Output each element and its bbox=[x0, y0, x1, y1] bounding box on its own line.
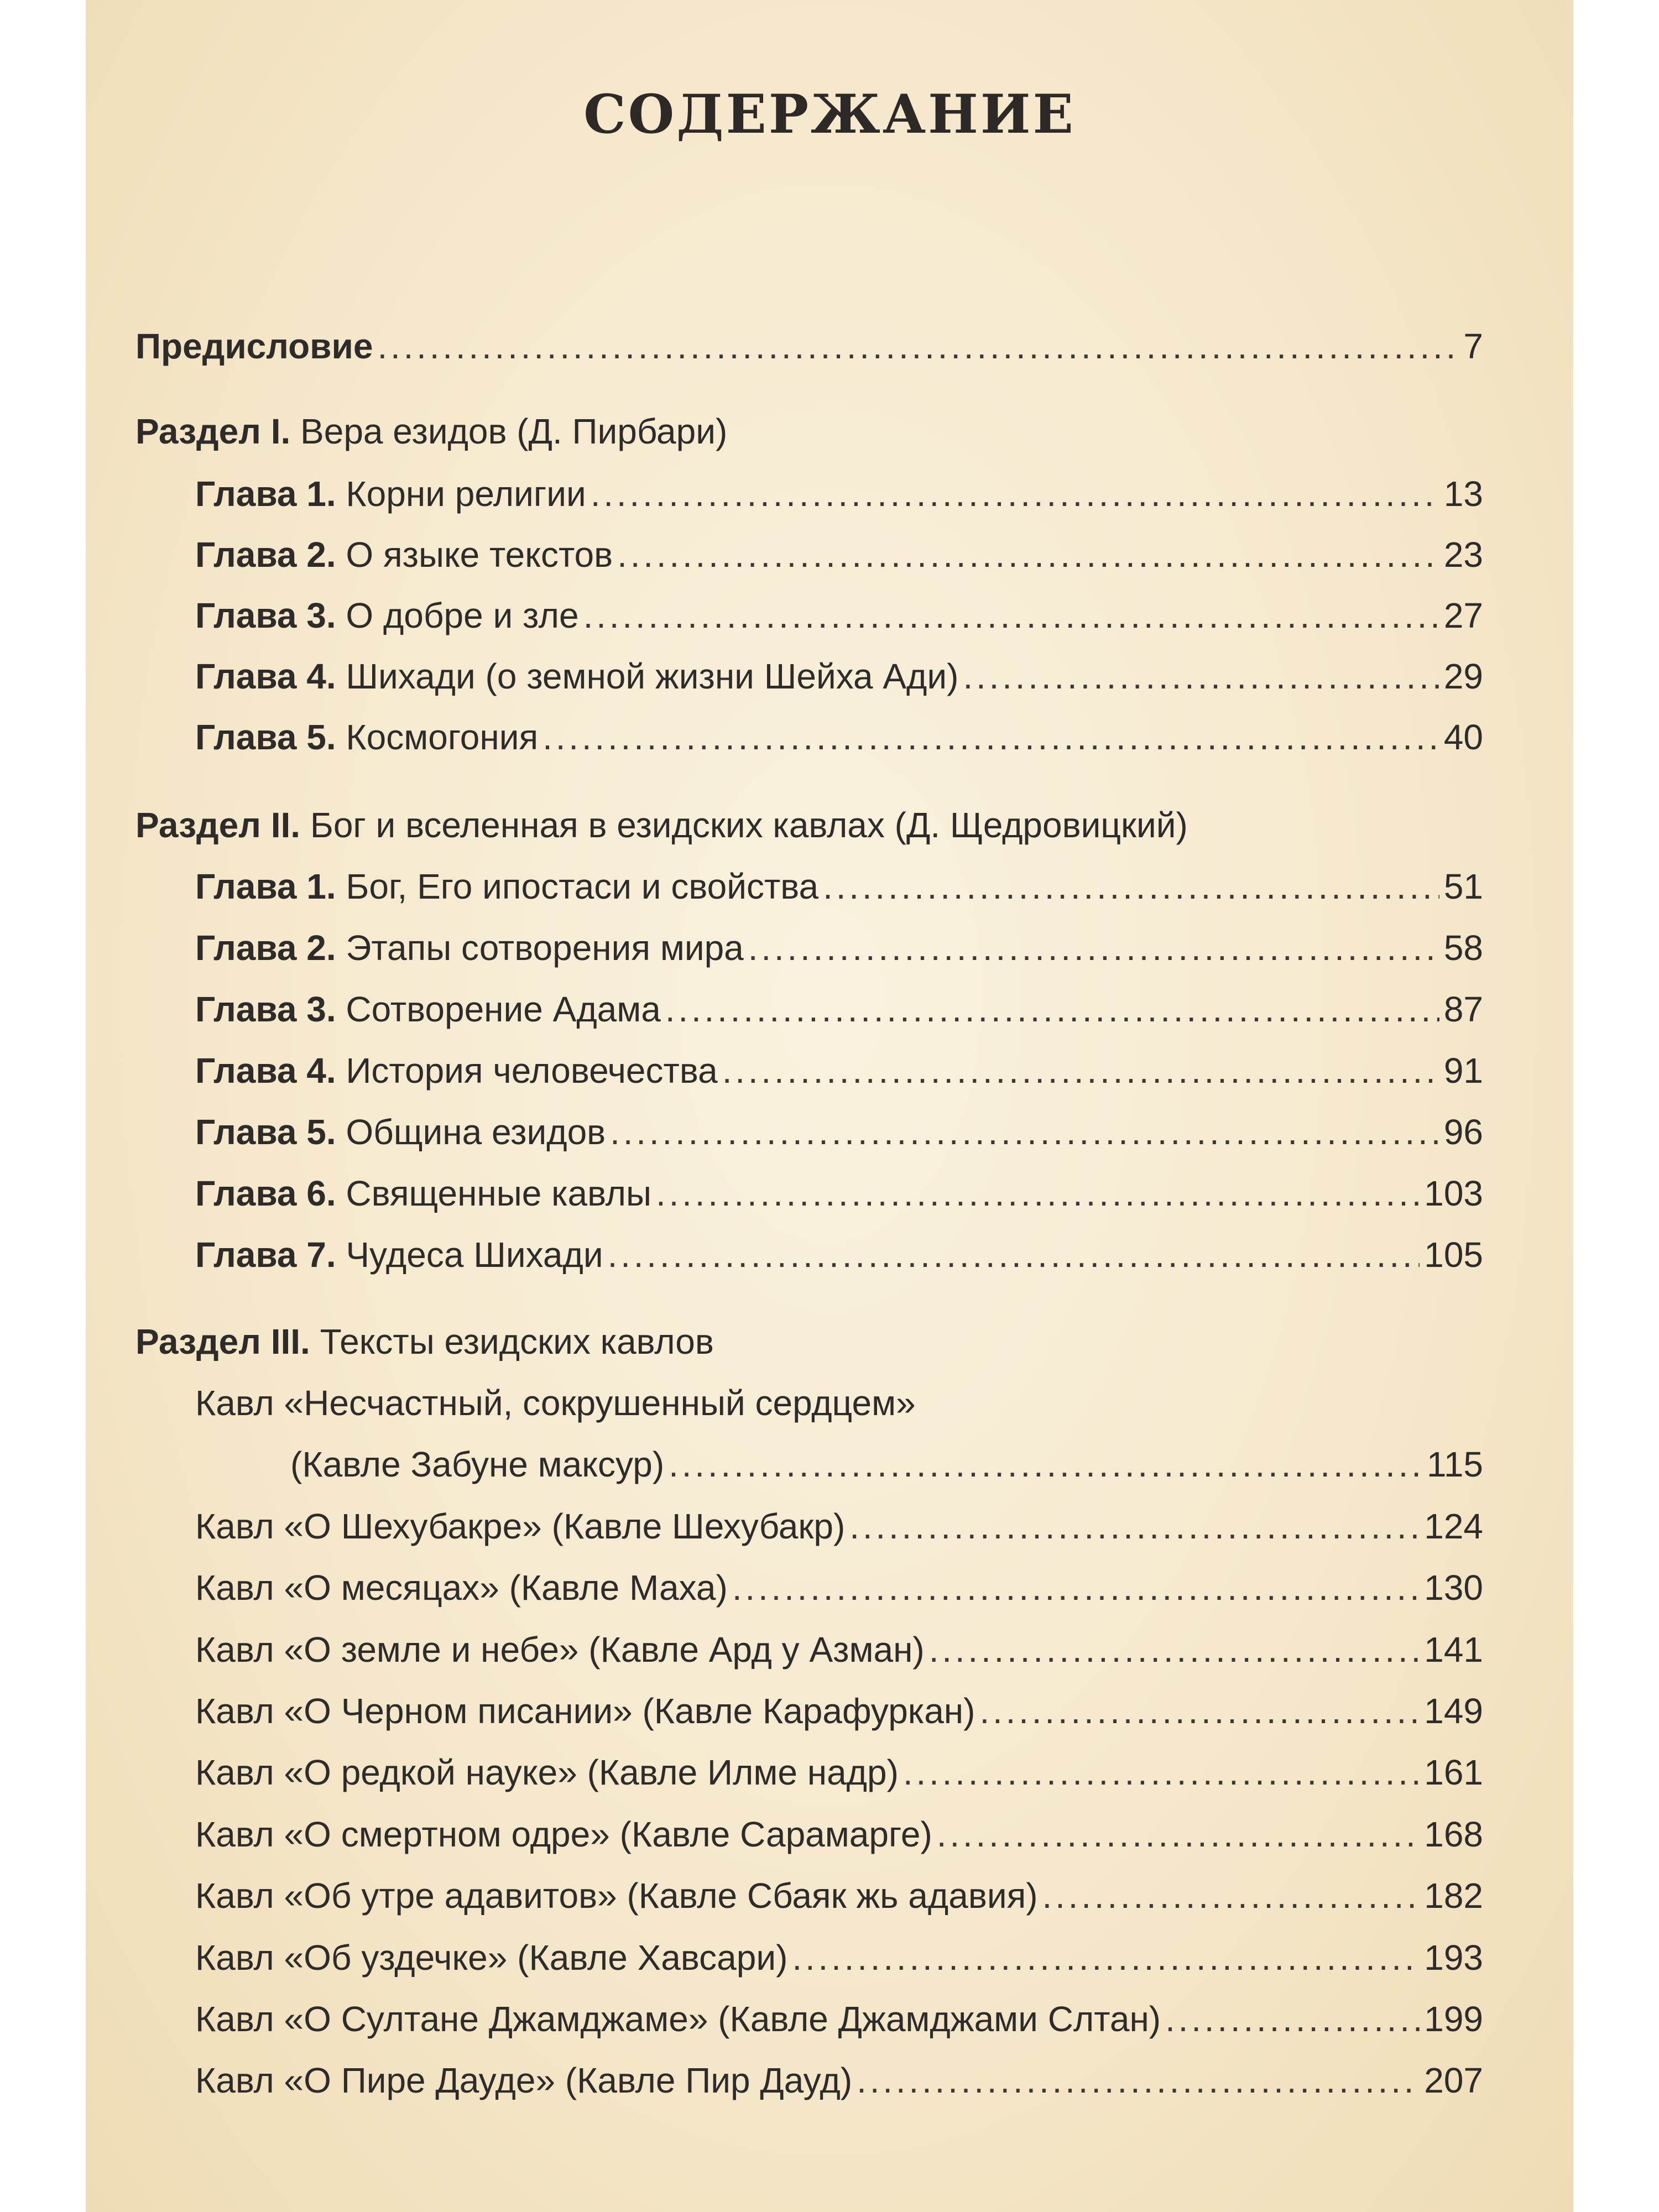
toc-page-number: 13 bbox=[1443, 474, 1483, 514]
chapter-title: Сотворение Адама bbox=[336, 989, 661, 1029]
toc-entry-label bbox=[195, 1233, 603, 1277]
chapter-number: Глава 2. bbox=[195, 928, 336, 968]
toc-page-number: 193 bbox=[1424, 1938, 1483, 1978]
dot-leader bbox=[583, 593, 1439, 638]
toc-page-number: 27 bbox=[1443, 596, 1483, 635]
toc-entry-chapter bbox=[195, 654, 1483, 698]
chapter-number: Глава 2. bbox=[195, 535, 336, 575]
toc-entry-chapter bbox=[195, 1048, 1483, 1093]
book-page bbox=[86, 0, 1573, 2212]
toc-entry-label: Кавл «Об уздечке» (Кавле Хавсари) bbox=[195, 1938, 788, 1978]
dot-leader bbox=[722, 1048, 1439, 1093]
toc-page-number: 149 bbox=[1424, 1691, 1483, 1731]
toc-entry-kavl bbox=[195, 1874, 1483, 1918]
dot-leader bbox=[377, 324, 1459, 368]
page-title: СОДЕРЖАНИЕ bbox=[583, 83, 1076, 145]
toc-page-number: 161 bbox=[1424, 1752, 1483, 1792]
chapter-title: Священные кавлы bbox=[336, 1173, 651, 1213]
chapter-title: Корни религии bbox=[336, 474, 586, 514]
dot-leader bbox=[1165, 1997, 1420, 2041]
toc-entry-label bbox=[195, 715, 538, 759]
section-title: Тексты езидских кавлов bbox=[310, 1322, 714, 1361]
toc-page-number: 23 bbox=[1443, 535, 1483, 575]
toc-page-number: 91 bbox=[1443, 1051, 1483, 1091]
toc-entry-label bbox=[195, 926, 744, 970]
dot-leader bbox=[656, 1171, 1420, 1215]
toc-page-number: 51 bbox=[1443, 867, 1483, 906]
toc-entry-label: (Кавле Забуне максур) bbox=[290, 1444, 665, 1484]
toc-entry-preface bbox=[135, 324, 1483, 368]
toc-entry-kavl bbox=[195, 1689, 1483, 1733]
chapter-title: Чудеса Шихади bbox=[336, 1235, 603, 1275]
chapter-title: Шихади (о земной жизни Шейха Ади) bbox=[336, 656, 959, 696]
toc-entry-label: Кавл «О Шехубакре» (Кавле Шехубакр) bbox=[195, 1506, 846, 1546]
toc-entry-first-line bbox=[195, 1381, 916, 1425]
toc-entry-kavl bbox=[290, 1442, 1483, 1486]
toc-entry-chapter bbox=[195, 987, 1483, 1031]
toc-entry-kavl bbox=[195, 1936, 1483, 1980]
toc-entry-chapter bbox=[195, 715, 1483, 759]
toc-entry-label bbox=[195, 1048, 718, 1093]
toc-entry-kavl bbox=[195, 2058, 1483, 2103]
dot-leader bbox=[748, 926, 1439, 970]
chapter-title: Этапы сотворения мира bbox=[336, 928, 744, 968]
chapter-title: Община езидов bbox=[336, 1112, 606, 1152]
toc-page-number: 96 bbox=[1443, 1112, 1483, 1152]
toc-entry-chapter bbox=[195, 472, 1483, 516]
toc-entry-chapter bbox=[195, 533, 1483, 577]
toc-page-number: 124 bbox=[1424, 1506, 1483, 1546]
dot-leader bbox=[542, 715, 1439, 759]
toc-entry-label bbox=[195, 1110, 606, 1154]
kavl-title: Кавл «Несчастный, сокрушенный сердцем» bbox=[195, 1383, 916, 1423]
toc-page-number: 87 bbox=[1443, 989, 1483, 1029]
chapter-number: Глава 1. bbox=[195, 474, 336, 514]
toc-entry-chapter bbox=[195, 864, 1483, 909]
toc-entry-kavl bbox=[195, 1504, 1483, 1548]
toc-entry-label: Кавл «О месяцах» (Кавле Маха) bbox=[195, 1568, 728, 1608]
table-of-contents bbox=[86, 0, 1573, 2212]
section-heading-2 bbox=[135, 803, 1188, 847]
chapter-number: Глава 3. bbox=[195, 989, 336, 1029]
toc-page-number: 168 bbox=[1424, 1814, 1483, 1854]
toc-entry-kavl bbox=[195, 1750, 1483, 1794]
toc-entry-chapter bbox=[195, 1110, 1483, 1154]
chapter-title: История человечества bbox=[336, 1051, 718, 1091]
chapter-number: Глава 3. bbox=[195, 596, 336, 635]
dot-leader bbox=[937, 1812, 1420, 1856]
toc-entry-label bbox=[195, 654, 958, 698]
chapter-title: Космогония bbox=[336, 717, 539, 757]
dot-leader bbox=[610, 1110, 1439, 1154]
chapter-title: О добре и зле bbox=[336, 596, 579, 635]
toc-entry-kavl bbox=[195, 1566, 1483, 1610]
toc-entry-label bbox=[195, 864, 818, 909]
toc-page-number: 141 bbox=[1424, 1630, 1483, 1670]
section-heading-3 bbox=[135, 1319, 714, 1364]
chapter-number: Глава 4. bbox=[195, 1051, 336, 1091]
toc-entry-label bbox=[195, 987, 661, 1031]
toc-page-number: 103 bbox=[1424, 1173, 1483, 1213]
dot-leader bbox=[665, 987, 1439, 1031]
chapter-title: О языке текстов bbox=[336, 535, 613, 575]
dot-leader bbox=[849, 1504, 1420, 1548]
toc-entry-chapter bbox=[195, 593, 1483, 638]
section-number: Раздел I. bbox=[135, 411, 291, 451]
chapter-number: Глава 7. bbox=[195, 1235, 336, 1275]
toc-page-number: 58 bbox=[1443, 928, 1483, 968]
section-number: Раздел III. bbox=[135, 1322, 310, 1361]
toc-entry-label: Предисловие bbox=[135, 326, 373, 366]
section-heading-1 bbox=[135, 409, 727, 453]
toc-entry-label: Кавл «Об утре адавитов» (Кавле Сбаяк жь адавия) bbox=[195, 1876, 1038, 1916]
toc-page-number: 115 bbox=[1426, 1444, 1483, 1484]
chapter-number: Глава 6. bbox=[195, 1173, 336, 1213]
section-title: Бог и вселенная в езидских кавлах (Д. Щедровицкий) bbox=[300, 805, 1188, 845]
toc-entry-label bbox=[195, 533, 613, 577]
toc-entry-label bbox=[195, 472, 586, 516]
toc-entry-label bbox=[195, 1171, 651, 1215]
toc-page-number: 7 bbox=[1463, 326, 1483, 366]
toc-entry-label: Кавл «О смертном одре» (Кавле Сарамарге) bbox=[195, 1814, 932, 1854]
dot-leader bbox=[1042, 1874, 1420, 1918]
dot-leader bbox=[929, 1627, 1420, 1672]
dot-leader bbox=[857, 2058, 1420, 2103]
toc-entry-kavl bbox=[195, 1627, 1483, 1672]
toc-entry-label bbox=[195, 593, 579, 638]
dot-leader bbox=[669, 1442, 1422, 1486]
toc-page-number: 40 bbox=[1443, 717, 1483, 757]
chapter-number: Глава 4. bbox=[195, 656, 336, 696]
toc-page-number: 199 bbox=[1424, 1999, 1483, 2039]
toc-entry-chapter bbox=[195, 1171, 1483, 1215]
toc-entry-label: Кавл «О Султане Джамджаме» (Кавле Джамджами Слтан) bbox=[195, 1999, 1161, 2039]
toc-entry-label: Кавл «О редкой науке» (Кавле Илме надр) bbox=[195, 1752, 899, 1792]
toc-page-number: 29 bbox=[1443, 656, 1483, 696]
toc-entry-label: Кавл «О Пире Дауде» (Кавле Пир Дауд) bbox=[195, 2060, 853, 2100]
toc-page-number: 130 bbox=[1424, 1568, 1483, 1608]
toc-page-number: 207 bbox=[1424, 2060, 1483, 2100]
chapter-number: Глава 5. bbox=[195, 1112, 336, 1152]
chapter-title: Бог, Его ипостаси и свойства bbox=[336, 867, 819, 906]
section-title: Вера езидов (Д. Пирбари) bbox=[290, 411, 728, 451]
dot-leader bbox=[903, 1750, 1420, 1794]
section-number: Раздел II. bbox=[135, 805, 301, 845]
dot-leader bbox=[823, 864, 1439, 909]
dot-leader bbox=[591, 472, 1439, 516]
chapter-number: Глава 5. bbox=[195, 717, 336, 757]
toc-entry-label: Кавл «О Черном писании» (Кавле Карафуркан) bbox=[195, 1691, 975, 1731]
toc-entry-kavl bbox=[195, 1812, 1483, 1856]
dot-leader bbox=[617, 533, 1439, 577]
dot-leader bbox=[979, 1689, 1420, 1733]
toc-entry-chapter bbox=[195, 1233, 1483, 1277]
dot-leader bbox=[608, 1233, 1420, 1277]
dot-leader bbox=[792, 1936, 1420, 1980]
toc-entry-chapter bbox=[195, 926, 1483, 970]
dot-leader bbox=[732, 1566, 1420, 1610]
chapter-number: Глава 1. bbox=[195, 867, 336, 906]
toc-entry-label: Кавл «О земле и небе» (Кавле Ард у Азман) bbox=[195, 1630, 925, 1670]
toc-entry-kavl bbox=[195, 1997, 1483, 2041]
toc-page-number: 182 bbox=[1424, 1876, 1483, 1916]
toc-page-number: 105 bbox=[1424, 1235, 1483, 1275]
dot-leader bbox=[963, 654, 1439, 698]
